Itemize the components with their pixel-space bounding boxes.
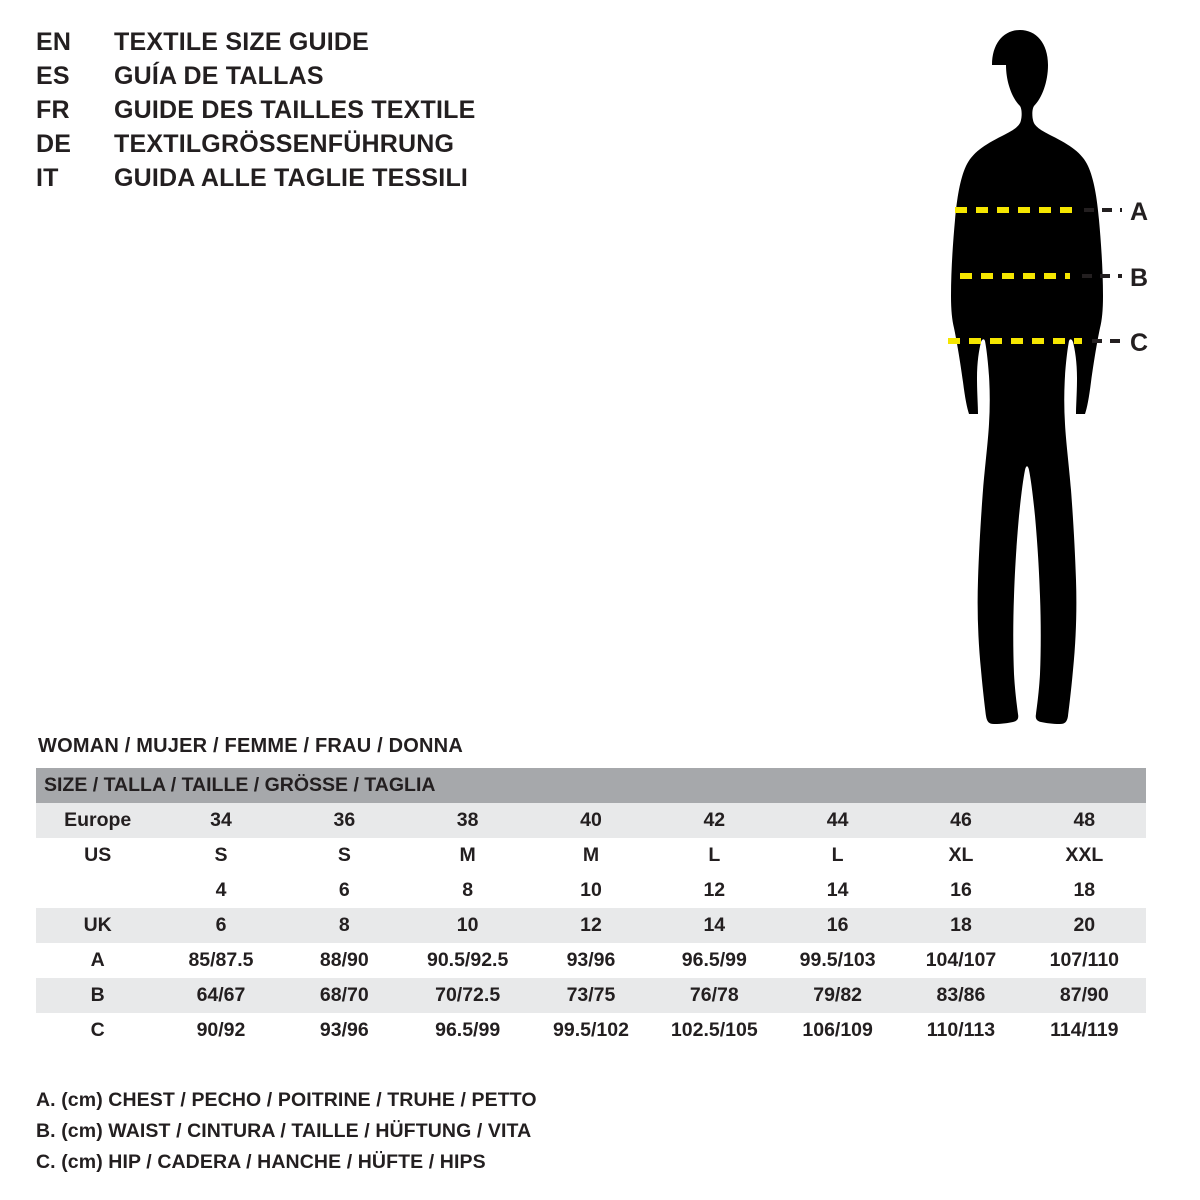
language-code: DE <box>36 130 72 158</box>
row-label: UK <box>36 908 159 943</box>
table-row <box>36 978 1146 1013</box>
row-label: US <box>36 838 159 873</box>
table-row <box>36 908 1146 943</box>
language-code: IT <box>36 164 59 192</box>
table-cell: 96.5/99 <box>653 943 776 978</box>
female-body-silhouette-icon <box>860 10 1190 750</box>
table-cell: 38 <box>406 803 529 838</box>
table-cell: L <box>776 838 899 873</box>
table-cell: 48 <box>1023 803 1146 838</box>
table-cell: 93/96 <box>283 1013 406 1048</box>
language-title: TEXTILE SIZE GUIDE <box>114 28 370 56</box>
row-label: B <box>36 978 159 1013</box>
table-cell: 14 <box>776 873 899 908</box>
footnote-waist: B. (cm) WAIST / CINTURA / TAILLE / HÜFTUNG / VITA <box>36 1120 532 1142</box>
language-code: ES <box>36 62 70 90</box>
language-title: GUÍA DE TALLAS <box>114 62 324 90</box>
table-cell: M <box>529 838 652 873</box>
table-row <box>36 873 1146 908</box>
table-cell: 64/67 <box>159 978 282 1013</box>
language-title: GUIDE DES TAILLES TEXTILE <box>114 96 476 124</box>
table-cell: 68/70 <box>283 978 406 1013</box>
table-cell: 107/110 <box>1023 943 1146 978</box>
language-row <box>36 96 596 130</box>
body-figure-area <box>860 10 1190 750</box>
table-cell: 96.5/99 <box>406 1013 529 1048</box>
size-table <box>36 768 1146 1048</box>
table-cell: 8 <box>283 908 406 943</box>
table-cell: 10 <box>529 873 652 908</box>
language-row <box>36 130 596 164</box>
table-header-row <box>36 768 1146 803</box>
measure-label-a: A <box>1130 198 1149 226</box>
table-cell: 110/113 <box>899 1013 1022 1048</box>
row-label: Europe <box>36 803 159 838</box>
table-cell: 106/109 <box>776 1013 899 1048</box>
table-cell: 99.5/103 <box>776 943 899 978</box>
row-label: A <box>36 943 159 978</box>
table-cell: 73/75 <box>529 978 652 1013</box>
language-row <box>36 28 596 62</box>
table-cell: L <box>653 838 776 873</box>
table-cell: 18 <box>1023 873 1146 908</box>
table-cell: S <box>283 838 406 873</box>
table-cell: 102.5/105 <box>653 1013 776 1048</box>
table-cell: 44 <box>776 803 899 838</box>
table-cell: 34 <box>159 803 282 838</box>
table-cell: 18 <box>899 908 1022 943</box>
footnotes-block <box>36 1085 936 1178</box>
table-cell: 42 <box>653 803 776 838</box>
table-cell: 40 <box>529 803 652 838</box>
table-row <box>36 838 1146 873</box>
language-title: GUIDA ALLE TAGLIE TESSILI <box>114 164 469 192</box>
table-cell: 16 <box>776 908 899 943</box>
measure-label-b: B <box>1130 264 1149 292</box>
table-cell: 16 <box>899 873 1022 908</box>
language-code: EN <box>36 28 72 56</box>
table-cell: 85/87.5 <box>159 943 282 978</box>
table-header-label: SIZE / TALLA / TAILLE / GRÖSSE / TAGLIA <box>36 768 1146 803</box>
table-cell: 36 <box>283 803 406 838</box>
table-cell: 90.5/92.5 <box>406 943 529 978</box>
table-row <box>36 803 1146 838</box>
table-cell: 76/78 <box>653 978 776 1013</box>
table-cell: 99.5/102 <box>529 1013 652 1048</box>
table-cell: 83/86 <box>899 978 1022 1013</box>
table-cell: 114/119 <box>1023 1013 1146 1048</box>
language-row <box>36 164 596 198</box>
language-row <box>36 62 596 96</box>
language-code: FR <box>36 96 70 124</box>
table-cell: 88/90 <box>283 943 406 978</box>
size-table-section <box>36 735 1164 1048</box>
table-cell: M <box>406 838 529 873</box>
table-cell: 20 <box>1023 908 1146 943</box>
table-cell: 4 <box>159 873 282 908</box>
table-cell: 8 <box>406 873 529 908</box>
row-label: C <box>36 1013 159 1048</box>
language-title: TEXTILGRÖSSENFÜHRUNG <box>114 130 455 158</box>
footnote-chest: A. (cm) CHEST / PECHO / POITRINE / TRUHE / PETTO <box>36 1089 537 1111</box>
table-cell: 12 <box>529 908 652 943</box>
row-label <box>36 873 159 908</box>
table-cell: 6 <box>159 908 282 943</box>
table-cell: 12 <box>653 873 776 908</box>
table-row <box>36 943 1146 978</box>
table-cell: 10 <box>406 908 529 943</box>
table-cell: XL <box>899 838 1022 873</box>
language-title-block <box>36 28 596 198</box>
measure-label-c: C <box>1130 329 1149 357</box>
table-cell: 79/82 <box>776 978 899 1013</box>
table-cell: 46 <box>899 803 1022 838</box>
table-cell: XXL <box>1023 838 1146 873</box>
table-row <box>36 1013 1146 1048</box>
table-cell: 93/96 <box>529 943 652 978</box>
table-cell: S <box>159 838 282 873</box>
table-cell: 14 <box>653 908 776 943</box>
table-cell: 70/72.5 <box>406 978 529 1013</box>
table-cell: 6 <box>283 873 406 908</box>
woman-group-title: WOMAN / MUJER / FEMME / FRAU / DONNA <box>38 735 463 757</box>
table-cell: 104/107 <box>899 943 1022 978</box>
table-cell: 90/92 <box>159 1013 282 1048</box>
table-cell: 87/90 <box>1023 978 1146 1013</box>
footnote-hip: C. (cm) HIP / CADERA / HANCHE / HÜFTE / HIPS <box>36 1151 486 1173</box>
